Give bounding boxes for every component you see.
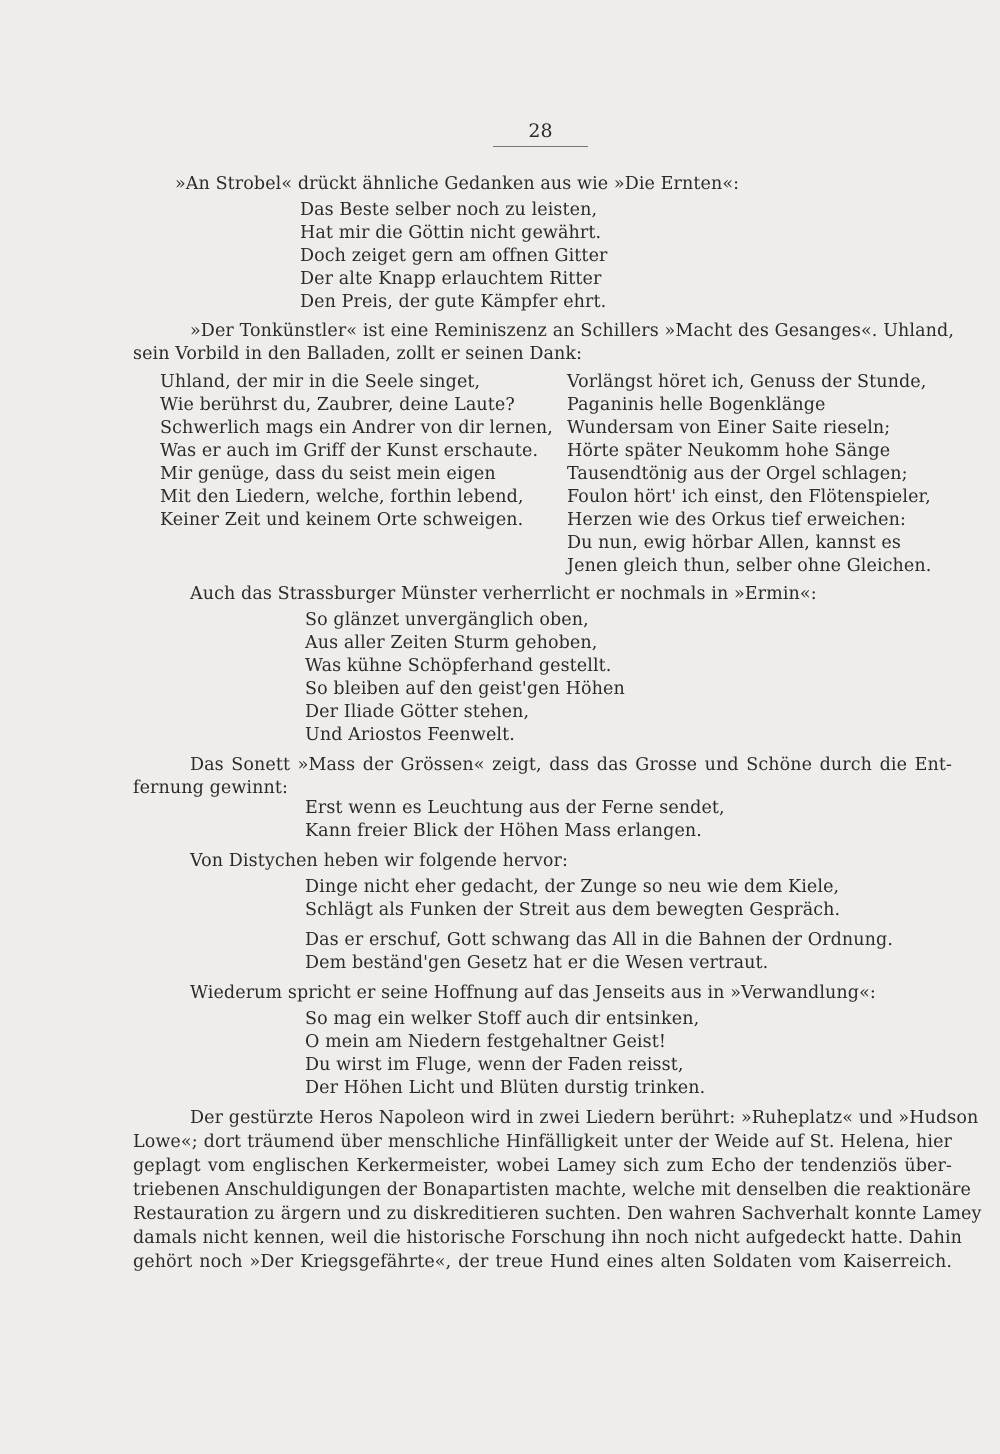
poem1-line: Das Beste selber noch zu leisten, [300, 200, 598, 220]
poem2-right-line: Wundersam von Einer Saite rieseln; [567, 418, 891, 438]
intro-an-strobel: »An Strobel« drückt ähnliche Gedanken aus wie »Die Ernten«: [175, 174, 740, 194]
poem2-right-line: Du nun, ewig hörbar Allen, kannst es [567, 533, 901, 553]
poem2-left-line: Was er auch im Griff der Kunst erschaute. [160, 441, 539, 461]
poem1-line: Den Preis, der gute Kämpfer ehrt. [300, 292, 607, 312]
poem2-right-line: Hörte später Neukomm hohe Sänge [567, 441, 891, 461]
paragraph-line: Restauration zu ärgern und zu diskreditieren suchten. Den wahren Sachverhalt konnte Lamey [133, 1204, 982, 1224]
intro-distychen: Von Distychen heben wir folgende hervor: [190, 851, 568, 871]
paragraph-line: fernung gewinnt: [133, 778, 288, 798]
paragraph-line: Der gestürzte Heros Napoleon wird in zwei Liedern berührt: »Ruheplatz« und »Hudson [190, 1108, 979, 1128]
poem2-left-line: Mir genüge, dass du seist mein eigen [160, 464, 496, 484]
poem2-right-line: Foulon hört' ich einst, den Flötenspieler, [567, 487, 931, 507]
poem3-line: So glänzet unvergänglich oben, [305, 610, 589, 630]
poem2-right-line: Herzen wie des Orkus tief erweichen: [567, 510, 906, 530]
distich-line: Das er erschuf, Gott schwang das All in die Bahnen der Ordnung. [305, 930, 893, 950]
poem6-line: So mag ein welker Stoff auch dir entsinken, [305, 1009, 700, 1029]
poem2-right-line: Paganinis helle Bogenklänge [567, 395, 826, 415]
paragraph-line: triebenen Anschuldigungen der Bonapartisten machte, welche mit denselben die reaktionäre [133, 1180, 971, 1200]
poem6-line: O mein am Niedern festgehaltner Geist! [305, 1032, 666, 1052]
distich-line: Schlägt als Funken der Streit aus dem bewegten Gespräch. [305, 900, 841, 920]
poem3-line: Aus aller Zeiten Sturm gehoben, [305, 633, 598, 653]
poem2-left-line: Keiner Zeit und keinem Orte schweigen. [160, 510, 524, 530]
page-number-rule [493, 146, 588, 147]
poem3-line: Was kühne Schöpferhand gestellt. [305, 656, 612, 676]
poem3-line: Und Ariostos Feenwelt. [305, 725, 515, 745]
paragraph-line: gehört noch »Der Kriegsgefährte«, der treue Hund eines alten Soldaten vom Kaiserreich. [133, 1252, 952, 1272]
poem2-left-line: Schwerlich mags ein Andrer von dir lernen, [160, 418, 553, 438]
intro-verwandlung: Wiederum spricht er seine Hoffnung auf das Jenseits aus in »Verwandlung«: [190, 983, 876, 1003]
poem1-line: Hat mir die Göttin nicht gewährt. [300, 223, 602, 243]
poem2-right-line: Jenen gleich thun, selber ohne Gleichen. [567, 556, 932, 576]
distich-line: Dem beständ'gen Gesetz hat er die Wesen vertraut. [305, 953, 769, 973]
poem4-line: Erst wenn es Leuchtung aus der Ferne sendet, [305, 798, 725, 818]
poem3-line: Der Iliade Götter stehen, [305, 702, 530, 722]
poem2-right-line: Tausendtönig aus der Orgel schlagen; [567, 464, 908, 484]
poem1-line: Der alte Knapp erlauchtem Ritter [300, 269, 602, 289]
poem6-line: Du wirst im Fluge, wenn der Faden reisst, [305, 1055, 684, 1075]
poem4-line: Kann freier Blick der Höhen Mass erlangen. [305, 821, 702, 841]
poem2-left-line: Wie berührst du, Zaubrer, deine Laute? [160, 395, 515, 415]
paragraph-line: geplagt vom englischen Kerkermeister, wobei Lamey sich zum Echo der tendenziös über- [133, 1156, 952, 1176]
poem2-left-line: Uhland, der mir in die Seele singet, [160, 372, 481, 392]
paragraph-line: »Der Tonkünstler« ist eine Reminiszenz an Schillers »Macht des Gesanges«. Uhland, [190, 321, 954, 341]
distich-line: Dinge nicht eher gedacht, der Zunge so neu wie dem Kiele, [305, 877, 840, 897]
poem1-line: Doch zeiget gern am offnen Gitter [300, 246, 608, 266]
paragraph-line: sein Vorbild in den Balladen, zollt er seinen Dank: [133, 344, 583, 364]
page-number: 28 [528, 120, 553, 142]
poem2-left-line: Mit den Liedern, welche, forthin lebend, [160, 487, 524, 507]
paragraph-line: Das Sonett »Mass der Grössen« zeigt, dass das Grosse und Schöne durch die Ent- [190, 755, 952, 775]
poem2-right-line: Vorlängst höret ich, Genuss der Stunde, [567, 372, 927, 392]
poem3-line: So bleiben auf den geist'gen Höhen [305, 679, 625, 699]
paragraph-line: Lowe«; dort träumend über menschliche Hinfälligkeit unter der Weide auf St. Helena, hier [133, 1132, 952, 1152]
paragraph-line: damals nicht kennen, weil die historische Forschung ihn noch nicht aufgedeckt hatte. Dahin [133, 1228, 963, 1248]
poem6-line: Der Höhen Licht und Blüten durstig trinken. [305, 1078, 706, 1098]
intro-ermin: Auch das Strassburger Münster verherrlicht er nochmals in »Ermin«: [190, 584, 817, 604]
